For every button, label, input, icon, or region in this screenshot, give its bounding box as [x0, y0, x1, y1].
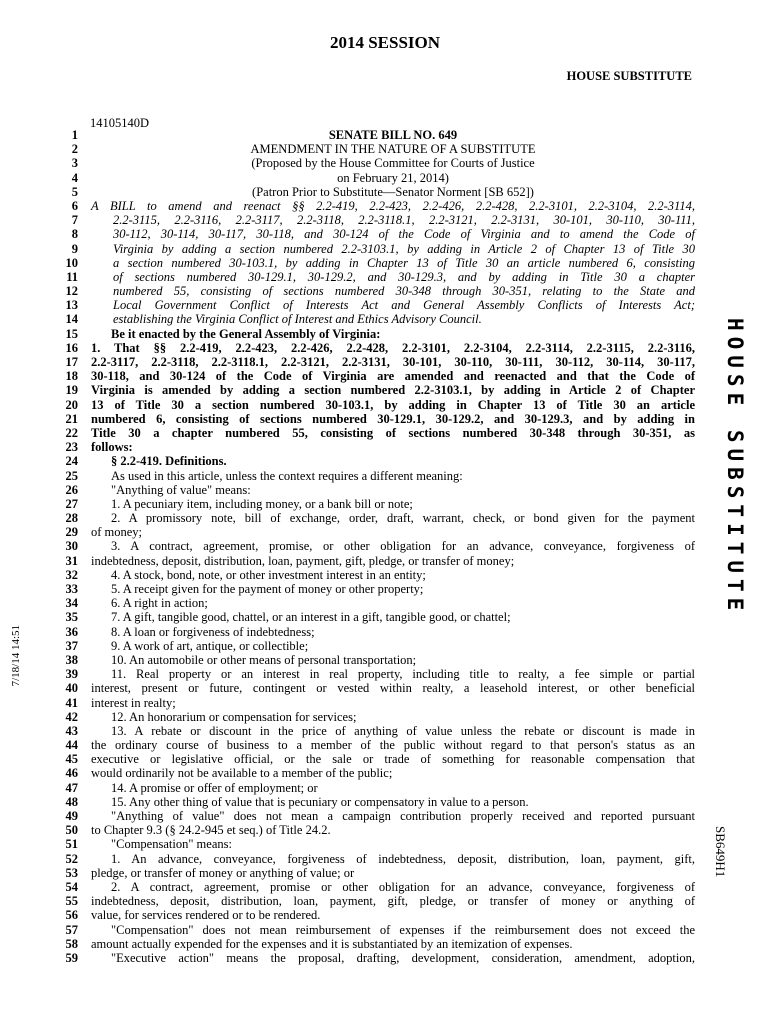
line-number: 21: [65, 411, 78, 426]
line-number: 47: [65, 780, 78, 795]
line-number: 7: [71, 213, 78, 228]
bill-line: [0, 185, 770, 199]
line-number: 23: [65, 440, 78, 455]
bill-line: [0, 639, 770, 653]
line-number: 15: [65, 326, 78, 341]
line-text: executive or legislative official, or the sale or trade of something for reasonable compensation that: [91, 752, 695, 767]
line-number: 25: [65, 468, 78, 483]
bill-line: [0, 426, 770, 440]
line-number: 36: [65, 624, 78, 639]
bill-line: [0, 568, 770, 582]
line-text: 6. A right in action;: [111, 596, 208, 611]
line-number: 32: [65, 567, 78, 582]
bill-line: [0, 852, 770, 866]
line-text: 12. An honorarium or compensation for services;: [111, 709, 357, 724]
line-number: 14: [65, 312, 78, 327]
line-text: 30-112, 30-114, 30-117, 30-118, and 30-124 of the Code of Virginia and to amend the Code of: [113, 227, 695, 242]
line-number: 53: [65, 865, 78, 880]
bill-line: [0, 653, 770, 667]
line-text: 5. A receipt given for the payment of money or other property;: [111, 582, 424, 596]
bill-line: [0, 469, 770, 483]
line-text: 2. A promissory note, bill of exchange, order, draft, warrant, check, or bond given for the payment: [111, 511, 695, 526]
line-number: 1: [71, 128, 78, 142]
bill-line: [0, 284, 770, 298]
bill-line: [0, 937, 770, 951]
bill-line: [0, 596, 770, 610]
bill-line: [0, 128, 770, 142]
line-text: 9. A work of art, antique, or collectible;: [111, 638, 309, 653]
line-text: Be it enacted by the General Assembly of Virginia:: [111, 326, 381, 341]
bill-line: [0, 908, 770, 922]
line-number: 34: [65, 596, 78, 611]
line-text: § 2.2-419. Definitions.: [111, 454, 227, 469]
line-text: value, for services rendered or to be rendered.: [91, 908, 321, 923]
line-number: 51: [65, 837, 78, 852]
line-text: pledge, or transfer of money or anything of value; or: [91, 865, 355, 880]
line-number: 54: [65, 879, 78, 894]
house-substitute-vertical: HOUSE SUBSTITUTE: [723, 318, 747, 617]
line-text: "Executive action" means the proposal, drafting, development, consideration, amendment, adoption,: [111, 950, 695, 965]
line-number: 37: [65, 638, 78, 653]
line-number: 48: [65, 794, 78, 809]
bill-line: [0, 539, 770, 553]
line-text: "Anything of value" means:: [111, 482, 251, 497]
line-text: 2.2-3117, 2.2-3118, 2.2-3118.1, 2.2-3121, 2.2-3131, 30-101, 30-110, 30-111, 30-112, 30-114, 30-117,: [91, 355, 695, 369]
line-text: 7. A gift, tangible good, chattel, or an interest in a gift, tangible good, or chattel;: [111, 610, 511, 625]
line-text: establishing the Virginia Conflict of Interest and Ethics Advisory Council.: [113, 312, 482, 327]
line-number: 42: [65, 709, 78, 724]
line-text: 1. A pecuniary item, including money, or a bank bill or note;: [111, 496, 413, 511]
bill-line: [0, 142, 770, 156]
bill-line: [0, 752, 770, 766]
line-number: 44: [65, 738, 78, 753]
line-text: Local Government Conflict of Interests Act and General Assembly Conflicts of Interests Act;: [113, 298, 695, 313]
bill-line: [0, 341, 770, 355]
line-text: (Proposed by the House Committee for Courts of Justice: [251, 156, 535, 171]
line-number: 57: [65, 922, 78, 937]
line-text: a section numbered 30-103.1, by adding in Chapter 13 of Title 30 an article numbered 6, consisting: [113, 255, 695, 270]
line-text: Virginia by adding a section numbered 2.2-3103.1, by adding in Article 2 of Chapter 13 of Title 30: [113, 241, 695, 256]
line-text: "Compensation" does not mean reimbursement of expenses if the reimbursement does not exceed the: [111, 922, 695, 937]
line-text: amount actually expended for the expenses and it is substantiated by an itemization of expenses.: [91, 936, 573, 951]
line-number: 33: [65, 582, 78, 596]
line-number: 19: [65, 383, 78, 398]
bill-line: [0, 213, 770, 227]
bill-line: [0, 667, 770, 681]
bill-line: [0, 625, 770, 639]
bill-line: [0, 369, 770, 383]
datestamp: 7/18/14 14:51: [10, 625, 22, 687]
bill-line: [0, 398, 770, 412]
line-number: 43: [65, 723, 78, 738]
bill-line: [0, 554, 770, 568]
house-substitute-label: HOUSE SUBSTITUTE: [566, 69, 692, 83]
bill-line: [0, 766, 770, 780]
line-number: 5: [71, 184, 78, 199]
line-text: the ordinary course of business to a member of the public without regard to that person's status as an: [91, 738, 695, 753]
bill-line: [0, 582, 770, 596]
bill-line: [0, 795, 770, 809]
line-number: 26: [65, 482, 78, 497]
line-number: 56: [65, 908, 78, 923]
bill-line: [0, 866, 770, 880]
line-text: 15. Any other thing of value that is pecuniary or compensatory in value to a person.: [111, 794, 529, 809]
line-number: 3: [71, 156, 78, 171]
line-text: would ordinarily not be available to a member of the public;: [91, 766, 393, 781]
line-text: 4. A stock, bond, note, or other investment interest in an entity;: [111, 567, 426, 582]
line-text: A BILL to amend and reenact §§ 2.2-419, 2.2-423, 2.2-426, 2.2-428, 2.2-3101, 2.2-3104, 2.2-3114,: [91, 198, 695, 213]
line-number: 39: [65, 667, 78, 682]
bill-line: [0, 681, 770, 695]
line-text: Virginia is amended by adding a section numbered 2.2-3103.1, by adding in Article 2 of Chapter: [91, 383, 695, 398]
bill-line: [0, 511, 770, 525]
line-text: follows:: [91, 440, 133, 455]
line-number: 38: [65, 652, 78, 667]
bill-line: [0, 951, 770, 965]
bill-line: [0, 710, 770, 724]
line-text: Title 30 a chapter numbered 55, consisting of sections numbered 30-348 through 30-351, as: [91, 425, 695, 440]
line-number: 17: [65, 355, 78, 369]
line-number: 9: [71, 241, 78, 256]
bill-line: [0, 483, 770, 497]
bill-line: [0, 894, 770, 908]
line-number: 10: [65, 255, 78, 270]
line-number: 31: [65, 553, 78, 568]
line-number: 24: [65, 454, 78, 469]
line-number: 20: [65, 397, 78, 412]
bill-line: [0, 696, 770, 710]
line-number: 55: [65, 894, 78, 909]
bill-line: [0, 242, 770, 256]
bill-line: [0, 440, 770, 454]
line-text: "Compensation" means:: [111, 837, 232, 852]
line-number: 52: [65, 851, 78, 866]
bill-line: [0, 383, 770, 397]
line-text: 10. An automobile or other means of personal transportation;: [111, 652, 417, 667]
bill-line: [0, 781, 770, 795]
line-number: 16: [65, 340, 78, 355]
bill-line: [0, 724, 770, 738]
session-title: 2014 SESSION: [329, 33, 441, 52]
line-text: of sections numbered 30-129.1, 30-129.2, and 30-129.3, and by adding in Title 30 a chapter: [113, 269, 695, 284]
line-text: 2.2-3115, 2.2-3116, 2.2-3117, 2.2-3118, 2.2-3118.1, 2.2-3121, 2.2-3131, 30-101, 30-110, 30-111,: [113, 213, 695, 228]
line-number: 8: [71, 227, 78, 242]
line-number: 11: [66, 269, 78, 284]
line-number: 41: [65, 695, 78, 710]
bill-line: [0, 923, 770, 937]
line-text: indebtedness, deposit, distribution, loan, payment, gift, pledge, or transfer of money or anything of: [91, 894, 695, 909]
line-number: 29: [65, 525, 78, 540]
line-number: 58: [65, 936, 78, 951]
line-number: 35: [65, 610, 78, 625]
bill-line: [0, 270, 770, 284]
document-id: 14105140D: [90, 116, 150, 130]
bill-line: [0, 171, 770, 185]
bill-line: [0, 497, 770, 511]
bill-line: [0, 809, 770, 823]
bill-line: [0, 454, 770, 468]
line-text: on February 21, 2014): [337, 170, 449, 185]
line-number: 18: [65, 369, 78, 384]
line-text: 13. A rebate or discount in the price of anything of value unless the rebate or discount is made in: [111, 723, 695, 738]
bill-text: [0, 128, 770, 965]
line-number: 12: [65, 284, 78, 299]
bill-line: [0, 738, 770, 752]
line-text: 3. A contract, agreement, promise, or other obligation for an advance, conveyance, forgiveness of: [111, 539, 695, 554]
bill-line: [0, 227, 770, 241]
line-number: 46: [65, 766, 78, 781]
line-text: interest, present or future, contingent or vested within realty, a leasehold interest, or other beneficial: [91, 681, 695, 696]
line-text: indebtedness, deposit, distribution, loan, payment, gift, pledge, or transfer of money;: [91, 553, 515, 568]
line-number: 40: [65, 681, 78, 696]
line-number: 50: [65, 823, 78, 838]
line-number: 27: [65, 496, 78, 511]
line-text: numbered 55, consisting of sections numbered 30-348 through 30-351, relating to the State and: [113, 284, 695, 299]
bill-line: [0, 256, 770, 270]
line-number: 45: [65, 752, 78, 767]
line-number: 59: [65, 950, 78, 965]
line-number: 2: [71, 142, 78, 157]
line-text: 30-118, and 30-124 of the Code of Virginia are amended and reenacted and that the Code of: [91, 369, 695, 384]
bill-code: SB649H1: [713, 826, 728, 878]
bill-line: [0, 412, 770, 426]
bill-line: [0, 156, 770, 170]
line-text: numbered 6, consisting of sections numbered 30-129.1, 30-129.2, and 30-129.3, and by adding in: [91, 411, 695, 426]
line-number: 49: [65, 809, 78, 823]
line-text: 14. A promise or offer of employment; or: [111, 780, 318, 795]
bill-line: [0, 823, 770, 837]
bill-line: [0, 880, 770, 894]
line-text: 8. A loan or forgiveness of indebtedness;: [111, 624, 315, 639]
line-text: As used in this article, unless the context requires a different meaning:: [111, 468, 463, 483]
line-text: 1. An advance, conveyance, forgiveness of indebtedness, deposit, distribution, loan, payment, gift,: [111, 851, 695, 866]
line-number: 22: [65, 425, 78, 440]
line-text: to Chapter 9.3 (§ 24.2-945 et seq.) of Title 24.2.: [91, 823, 331, 838]
line-text: SENATE BILL NO. 649: [328, 128, 458, 142]
line-text: 13 of Title 30 a section numbered 30-103.1, by adding in Chapter 13 of Title 30 an article: [91, 397, 695, 412]
line-text: (Patron Prior to Substitute—Senator Norment [SB 652]): [252, 184, 534, 199]
line-text: AMENDMENT IN THE NATURE OF A SUBSTITUTE: [250, 142, 536, 157]
line-text: interest in realty;: [91, 695, 176, 710]
bill-line: [0, 298, 770, 312]
bill-line: [0, 312, 770, 326]
line-number: 28: [65, 511, 78, 526]
bill-line: [0, 327, 770, 341]
line-text: of money;: [91, 525, 143, 540]
bill-line: [0, 837, 770, 851]
line-text: "Anything of value" does not mean a campaign contribution properly received and reported pursuant: [111, 809, 695, 823]
line-number: 13: [65, 298, 78, 313]
line-text: 1. That §§ 2.2-419, 2.2-423, 2.2-426, 2.2-428, 2.2-3101, 2.2-3104, 2.2-3114, 2.2-3115, 2.2-3116,: [91, 340, 695, 355]
bill-line: [0, 525, 770, 539]
bill-line: [0, 610, 770, 624]
line-number: 4: [71, 170, 78, 185]
bill-line: [0, 355, 770, 369]
bill-line: [0, 199, 770, 213]
line-text: 11. Real property or an interest in real property, including title to realty, a fee simple or partial: [111, 667, 695, 682]
line-number: 6: [71, 198, 78, 213]
line-number: 30: [65, 539, 78, 554]
line-text: 2. A contract, agreement, promise or other obligation for an advance, conveyance, forgiveness of: [111, 879, 695, 894]
